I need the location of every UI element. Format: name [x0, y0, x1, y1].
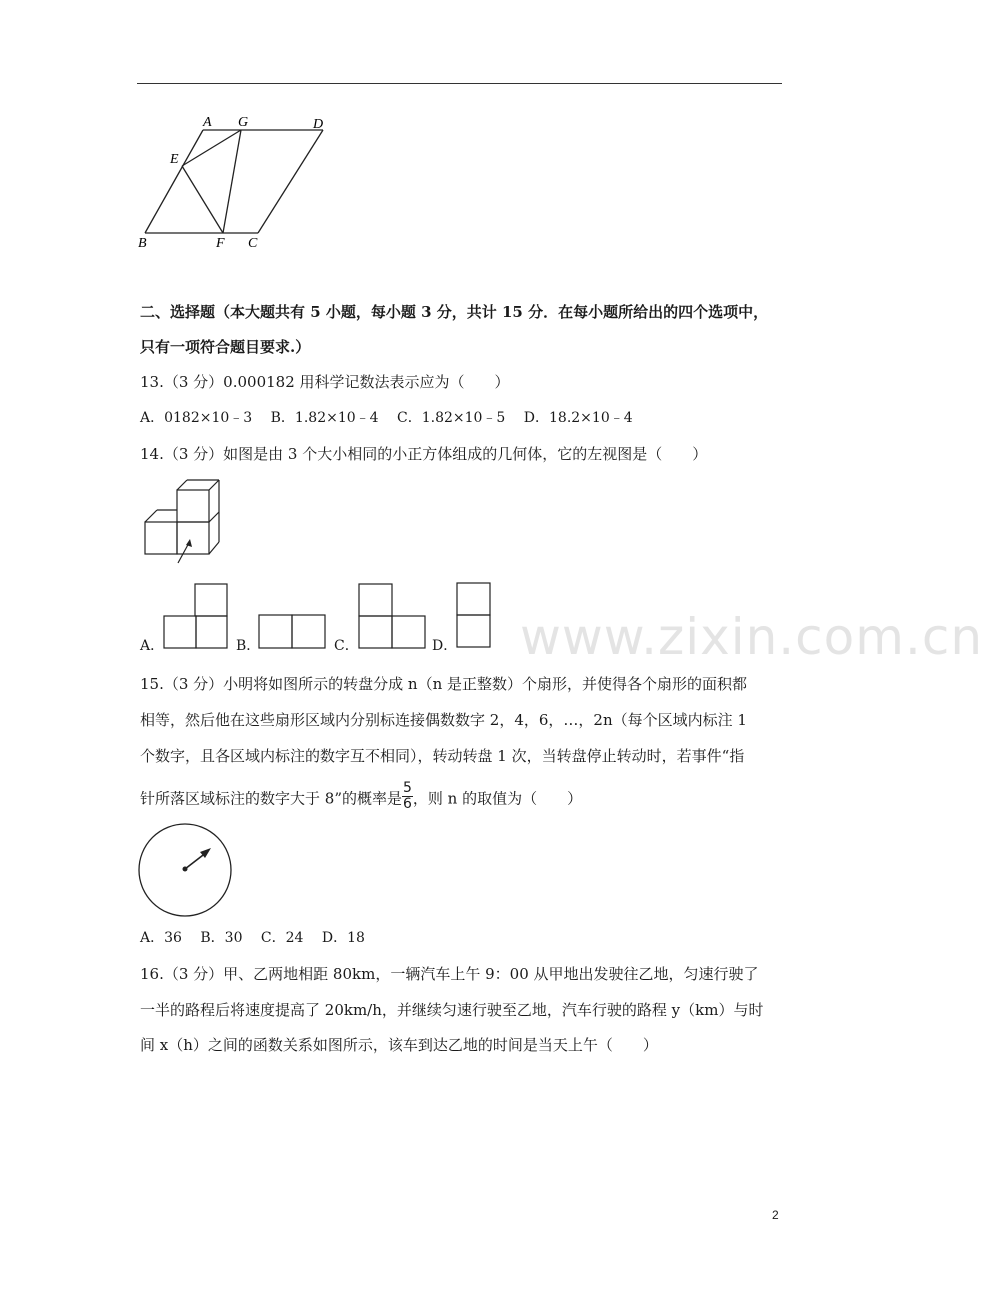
q14-option-a-label: A．	[140, 638, 165, 654]
q14-option-b-figure	[256, 612, 328, 652]
cube-solid-figure	[140, 476, 230, 568]
q15-line2: 相等，然后他在这些扇形区域内分别标连接偶数数字 2，4，6，…，2n（每个区域内标注 1	[140, 711, 747, 729]
q14-option-b-label: B．	[236, 638, 261, 654]
section-heading-line1: 二、选择题（本大题共有 5 小题，每小题 3 分，共计 15 分．在每小题所给出的四个选项中，	[140, 303, 769, 321]
fraction-numerator: 5	[402, 780, 412, 796]
label-c: C	[248, 236, 258, 251]
segment-ba	[145, 130, 203, 233]
spinner-figure	[137, 822, 233, 918]
segment-dc	[258, 130, 323, 233]
q14-option-d-figure	[454, 580, 494, 652]
q14-option-a-figure	[162, 582, 232, 652]
fraction-denominator: 6	[402, 796, 412, 812]
label-f: F	[216, 236, 225, 251]
q15-line3: 个数字，且各区域内标注的数字互不相同），转动转盘 1 次，当转盘停止转动时，若事件“指	[140, 747, 745, 765]
q14-stem: 14.（3 分）如图是由 3 个大小相同的小正方体组成的几何体，它的左视图是（ ）	[140, 445, 708, 463]
label-a: A	[203, 115, 212, 130]
q15-line4-pre: 针所落区域标注的数字大于 8”的概率是	[140, 789, 402, 808]
label-d: D	[313, 117, 324, 132]
q14-option-c-figure	[356, 582, 428, 652]
watermark: www.zixin.com.cn	[520, 608, 983, 666]
q14-option-c-label: C．	[334, 638, 359, 654]
probability-fraction	[402, 781, 413, 812]
segment-gf	[223, 130, 241, 233]
q16-line3: 间 x（h）之间的函数关系如图所示，该车到达乙地的时间是当天上午（ ）	[140, 1036, 658, 1054]
q13-options: A．0182×10﹣3 B．1.82×10﹣4 C．1.82×10﹣5 D．18.2×10﹣4	[140, 410, 633, 426]
segment-eg	[182, 130, 241, 166]
page-number: 2	[772, 1208, 779, 1222]
q15-line1: 15.（3 分）小明将如图所示的转盘分成 n（n 是正整数）个扇形，并使得各个扇形的面积都	[140, 675, 748, 693]
q15-options: A．36 B．30 C．24 D．18	[140, 930, 365, 946]
segment-ef	[182, 166, 223, 233]
label-b: B	[138, 236, 147, 251]
label-g: G	[238, 115, 249, 130]
header-rule	[137, 83, 782, 84]
q16-line2: 一半的路程后将速度提高了 20km/h，并继续匀速行驶至乙地，汽车行驶的路程 y（km）与时	[140, 1001, 764, 1019]
section-heading-line2: 只有一项符合题目要求.）	[140, 338, 311, 356]
label-e: E	[170, 152, 179, 167]
q15-line4	[140, 780, 583, 812]
q15-line4-post: ，则 n 的取值为（ ）	[412, 789, 583, 808]
q16-line1: 16.（3 分）甲、乙两地相距 80km，一辆汽车上午 9：00 从甲地出发驶往乙地，匀速行驶了	[140, 965, 759, 983]
parallelogram-figure	[130, 108, 360, 253]
q14-option-d-label: D．	[432, 638, 458, 654]
q13-stem: 13.（3 分）0.000182 用科学记数法表示应为（ ）	[140, 373, 510, 391]
